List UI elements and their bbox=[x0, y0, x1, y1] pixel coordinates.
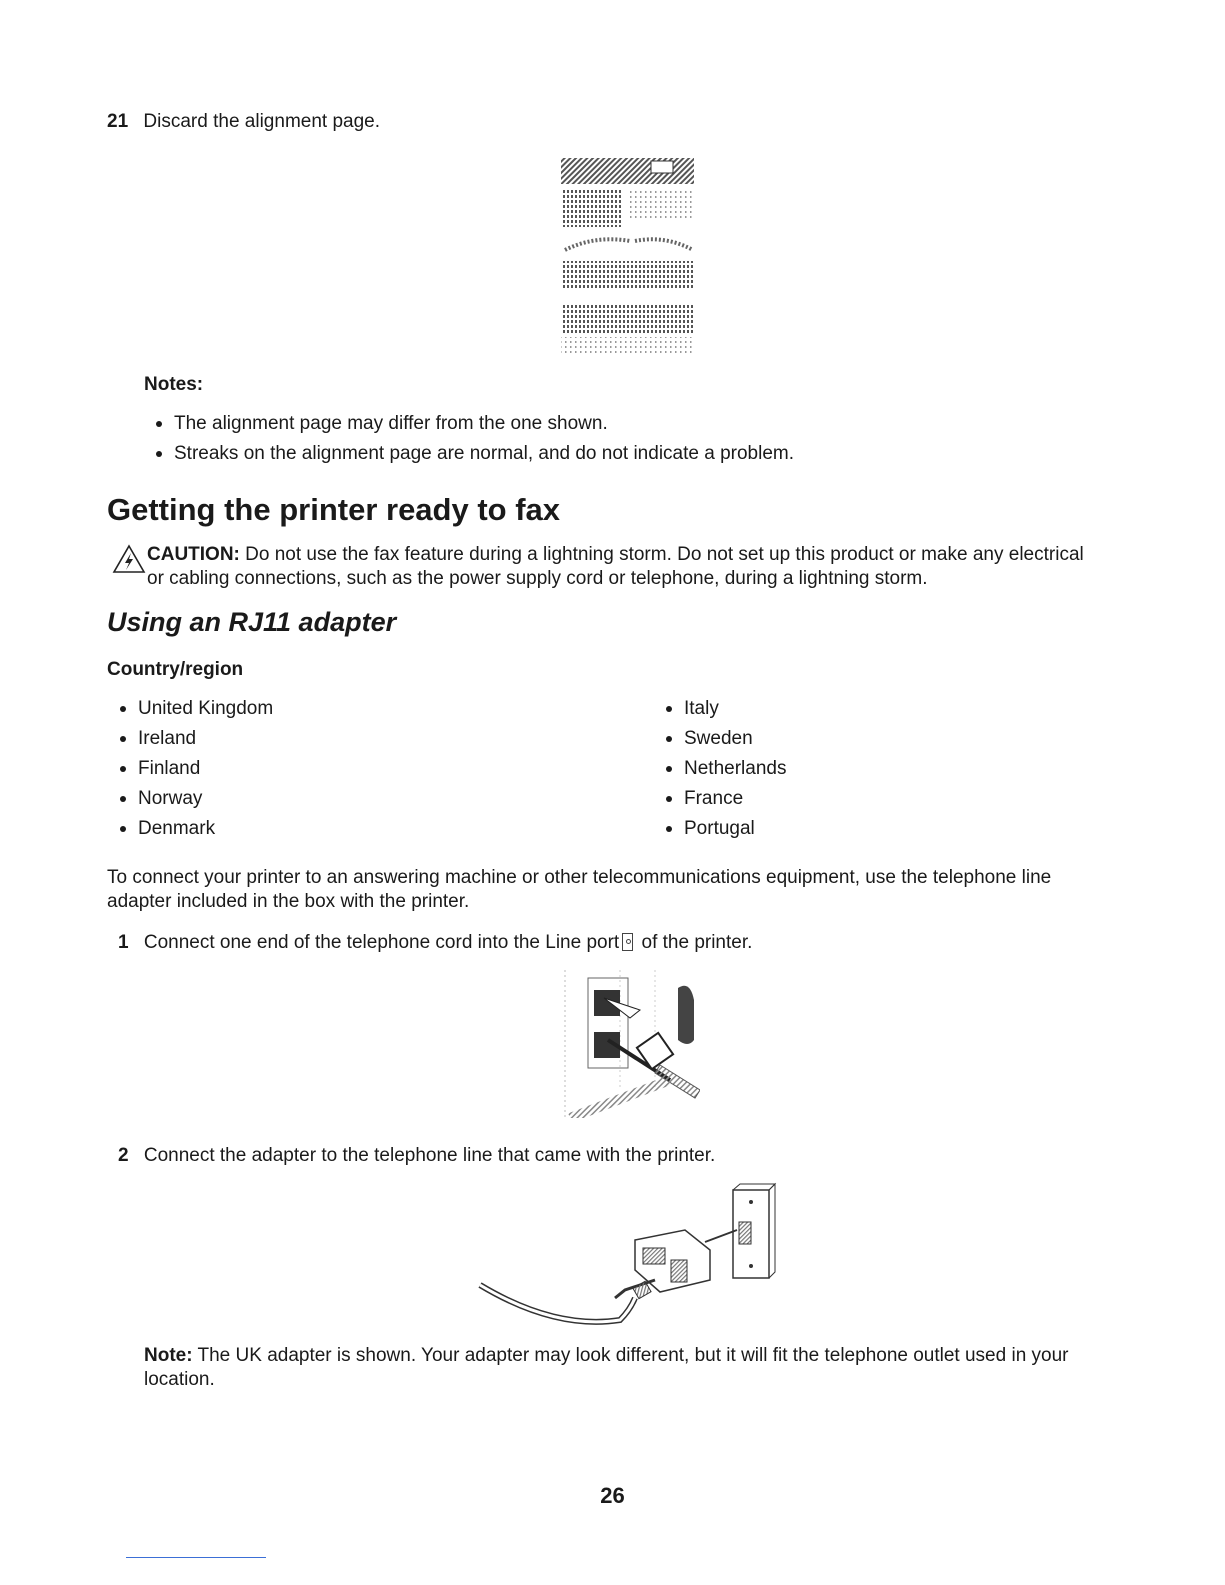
list-item: Streaks on the alignment page are normal, and do not indicate a problem. bbox=[152, 439, 1052, 469]
step-number: 21 bbox=[107, 111, 129, 132]
note-line-1: The UK adapter is shown. Your adapter may look different, but it will fit the telephone outlet used in your bbox=[192, 1345, 1069, 1366]
country-heading: Country/region bbox=[107, 659, 244, 680]
printer-line-port-illustration bbox=[560, 970, 700, 1118]
step-text: Discard the alignment page. bbox=[143, 111, 381, 132]
list-item: The alignment page may differ from the one shown. bbox=[152, 409, 1052, 439]
list-item: France bbox=[662, 784, 1062, 814]
subsection-title: Using an RJ11 adapter bbox=[107, 607, 397, 637]
list-item: Norway bbox=[116, 784, 516, 814]
notes-list bbox=[152, 409, 1052, 469]
caution-label: CAUTION: bbox=[147, 544, 240, 565]
adapter-illustration bbox=[475, 1180, 785, 1335]
step-21 bbox=[107, 110, 380, 134]
list-item: Italy bbox=[662, 694, 1062, 724]
list-item: Sweden bbox=[662, 724, 1062, 754]
step-1 bbox=[118, 931, 1118, 955]
final-note bbox=[144, 1344, 1124, 1392]
caution-line-2: or cabling connections, such as the power supply cord or telephone, during a lightning storm. bbox=[147, 568, 928, 589]
step-2 bbox=[118, 1144, 1118, 1168]
footer-divider bbox=[126, 1557, 266, 1558]
list-item: Denmark bbox=[116, 814, 516, 844]
step-number: 2 bbox=[118, 1145, 129, 1166]
countries-left-list bbox=[116, 694, 516, 844]
step-number: 1 bbox=[118, 932, 129, 953]
note-line-2: location. bbox=[144, 1369, 215, 1390]
intro-line-2: adapter included in the box with the printer. bbox=[107, 891, 470, 912]
note-label: Note: bbox=[144, 1345, 193, 1366]
line-port-icon bbox=[622, 933, 633, 951]
step-text-after: of the printer. bbox=[636, 932, 753, 953]
caution-text bbox=[147, 543, 1147, 591]
intro-line-1: To connect your printer to an answering machine or other telecommunications equipment, use the telephone line bbox=[107, 867, 1052, 888]
list-item: Finland bbox=[116, 754, 516, 784]
countries-right-list bbox=[662, 694, 1062, 844]
notes-heading: Notes: bbox=[144, 374, 204, 395]
warning-triangle-icon bbox=[112, 544, 146, 574]
list-item: Ireland bbox=[116, 724, 516, 754]
list-item: Portugal bbox=[662, 814, 1062, 844]
section-title: Getting the printer ready to fax bbox=[107, 492, 561, 527]
intro-paragraph bbox=[107, 866, 1127, 914]
step-text: Connect the adapter to the telephone line that came with the printer. bbox=[143, 1145, 716, 1166]
page-number: 26 bbox=[600, 1483, 625, 1508]
alignment-page-illustration bbox=[555, 155, 700, 355]
caution-line-1: Do not use the fax feature during a lightning storm. Do not set up this product or make any electrical bbox=[239, 544, 1084, 565]
list-item: United Kingdom bbox=[116, 694, 516, 724]
step-text: Connect one end of the telephone cord into the Line port bbox=[143, 932, 620, 953]
list-item: Netherlands bbox=[662, 754, 1062, 784]
